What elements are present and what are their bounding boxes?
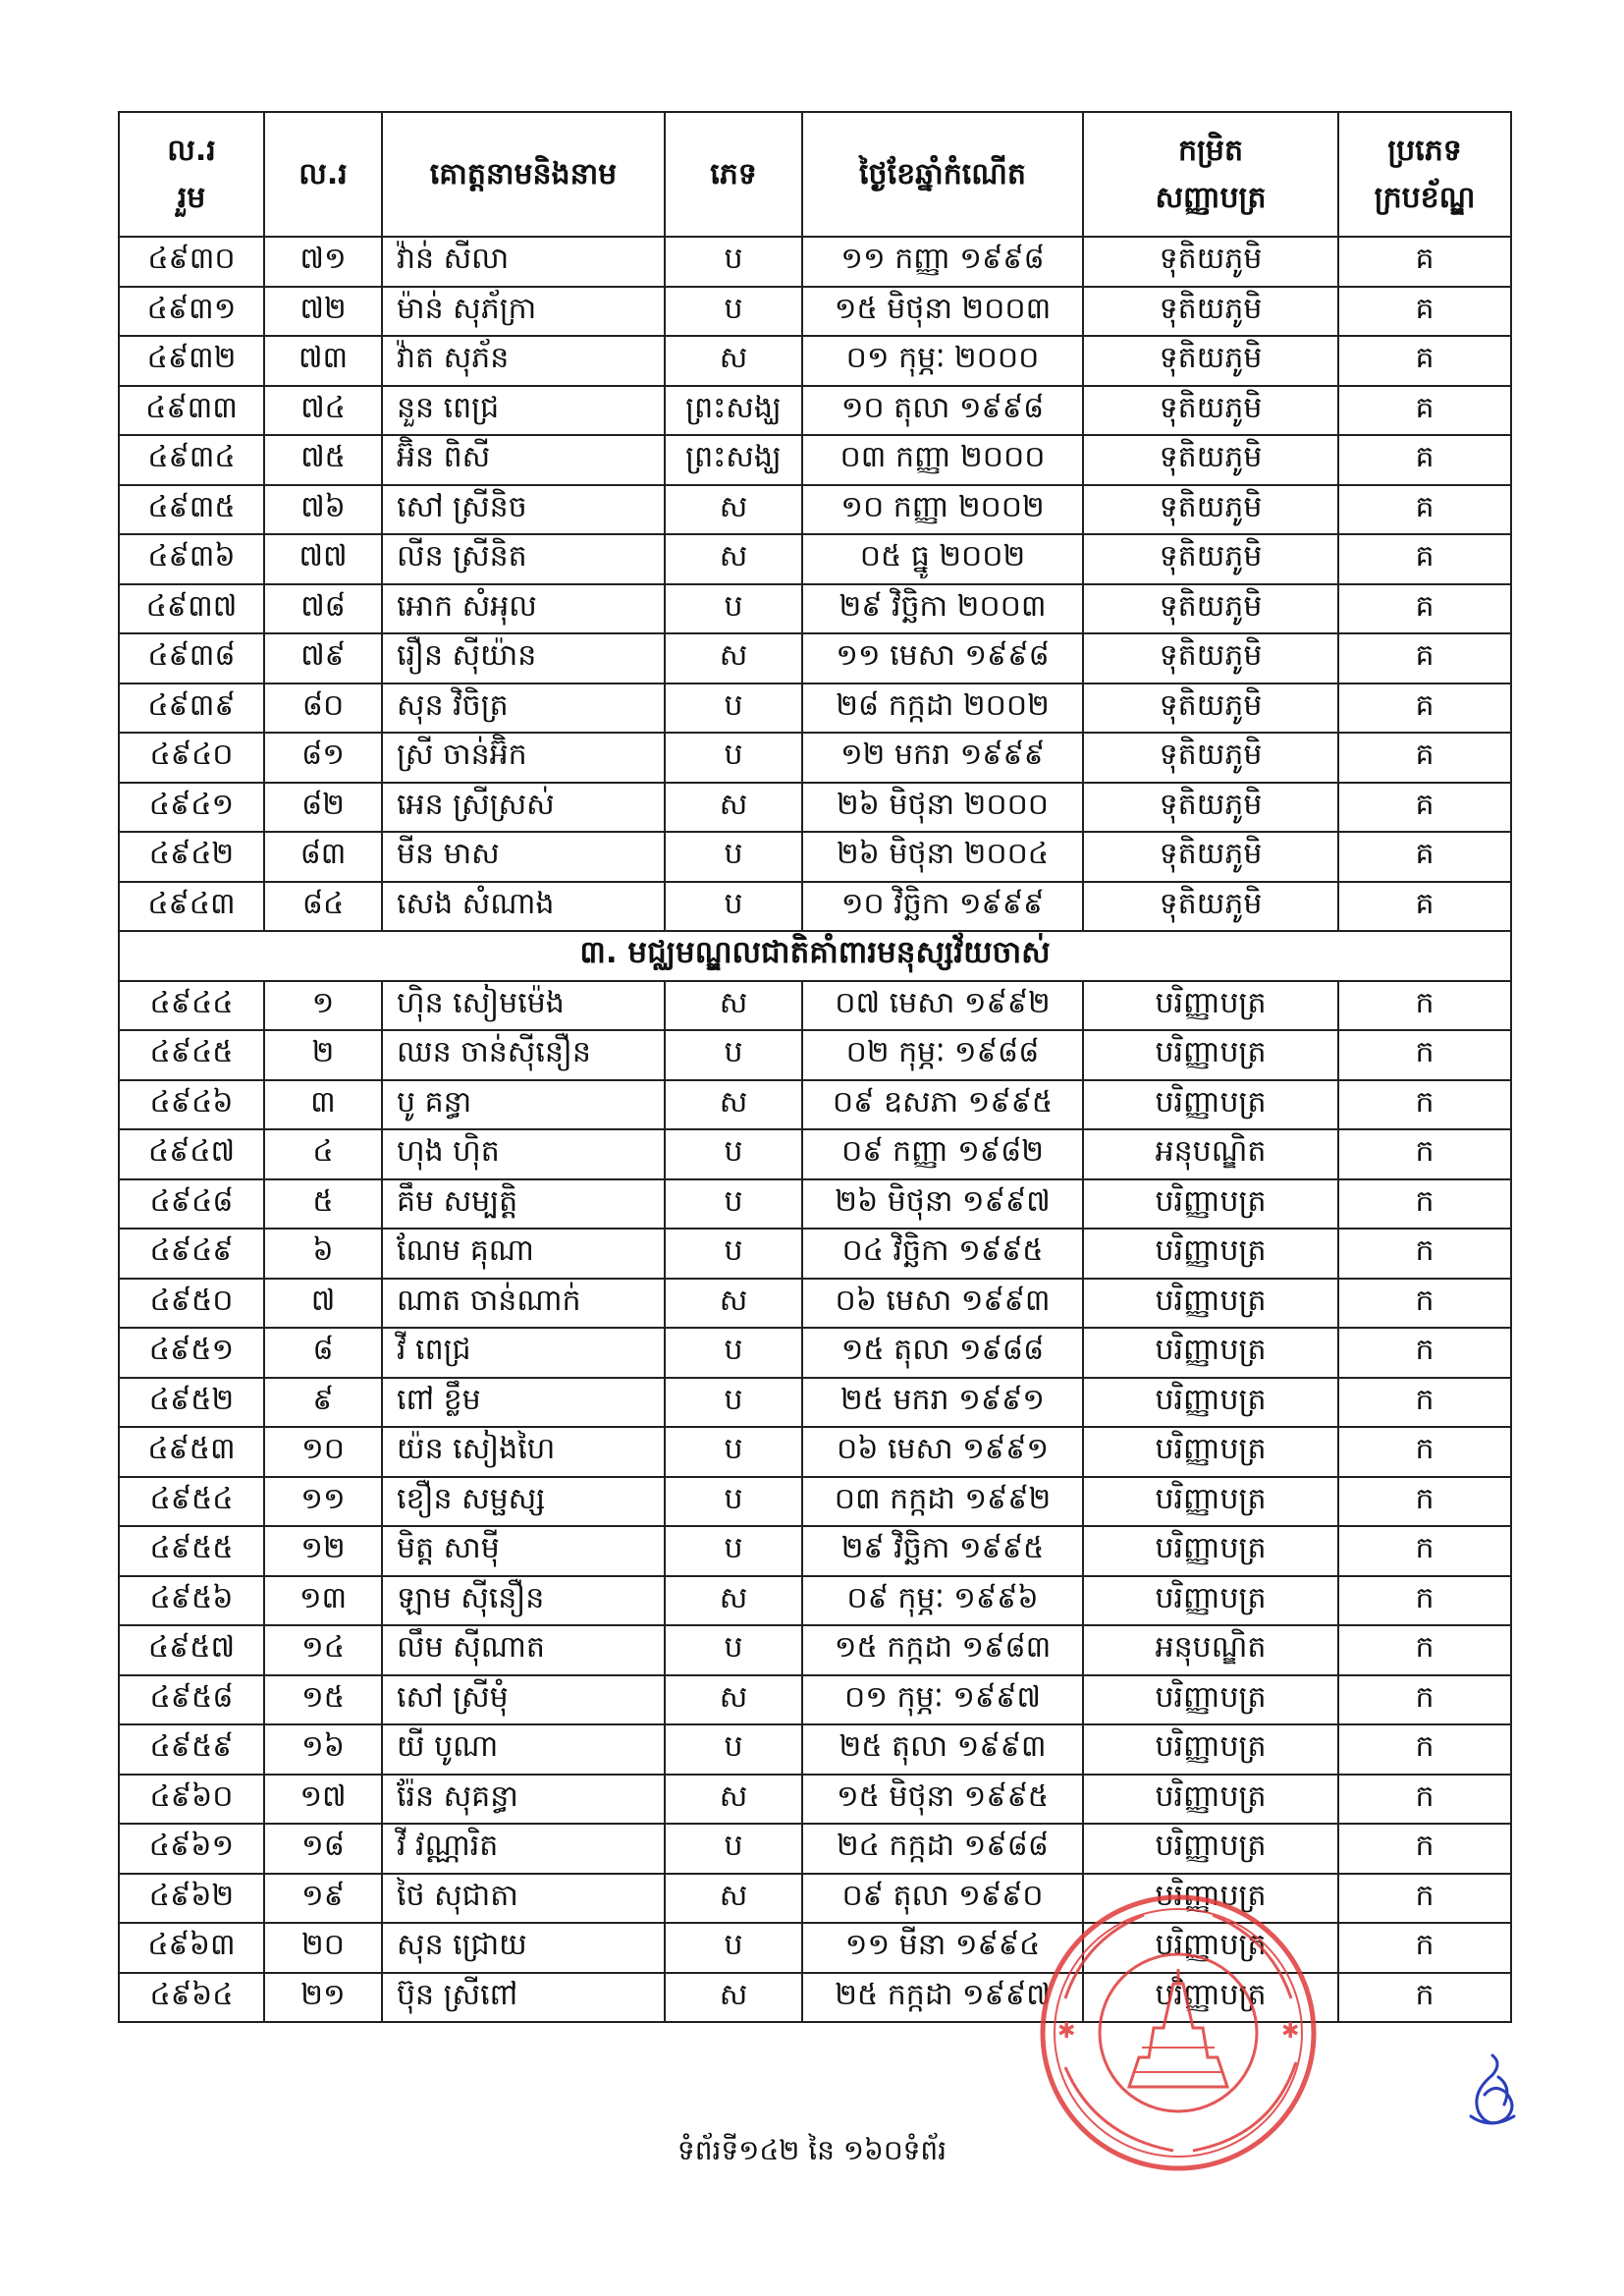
cell-number: ២០ — [264, 1923, 382, 1973]
cell-date-of-birth: ០២ កុម្ភៈ ១៩៨៨ — [802, 1030, 1083, 1080]
cell-sex: ស — [665, 1080, 802, 1130]
cell-full-name: យី បូណា — [382, 1724, 665, 1775]
cell-date-of-birth: ០៦ មេសា ១៩៩៣ — [802, 1279, 1083, 1329]
cell-full-name: រឿន ស៊ីយ៉ាន — [382, 633, 665, 683]
cell-total-number: ៤៩៦០ — [119, 1775, 264, 1825]
cell-sex: ប — [665, 1328, 802, 1378]
cell-total-number: ៤៩៥០ — [119, 1279, 264, 1329]
cell-full-name: សេង សំណាង — [382, 882, 665, 932]
cell-degree-level: បរិញ្ញាបត្រ — [1083, 1030, 1338, 1080]
cell-sex: ប — [665, 882, 802, 932]
header-degree-level: កម្រិត សញ្ញាបត្រ — [1083, 112, 1338, 237]
table-row — [119, 783, 1511, 833]
cell-date-of-birth: ២៥ មករា ១៩៩១ — [802, 1378, 1083, 1428]
cell-framework-category: គ — [1338, 386, 1511, 436]
cell-number: ៨២ — [264, 783, 382, 833]
cell-number: ១២ — [264, 1526, 382, 1576]
cell-framework-category: គ — [1338, 633, 1511, 683]
cell-full-name: ណែម គុណា — [382, 1229, 665, 1279]
cell-degree-level: ទុតិយភូមិ — [1083, 783, 1338, 833]
cell-framework-category: ក — [1338, 1279, 1511, 1329]
table-row — [119, 1378, 1511, 1428]
header-date-of-birth: ថ្ងៃខែឆ្នាំកំណើត — [802, 112, 1083, 237]
cell-framework-category: ក — [1338, 1030, 1511, 1080]
table-row — [119, 882, 1511, 932]
table-row — [119, 534, 1511, 584]
table-row — [119, 1328, 1511, 1378]
cell-framework-category: ក — [1338, 1328, 1511, 1378]
cell-full-name: សៅ ស្រីមុំ — [382, 1675, 665, 1725]
cell-degree-level: បរិញ្ញាបត្រ — [1083, 1229, 1338, 1279]
cell-full-name: ពៅ ខ្លឹម — [382, 1378, 665, 1428]
cell-date-of-birth: ១២ មករា ១៩៩៩ — [802, 733, 1083, 783]
cell-framework-category: គ — [1338, 733, 1511, 783]
cell-number: ៧៦ — [264, 485, 382, 535]
cell-degree-level: ទុតិយភូមិ — [1083, 386, 1338, 436]
cell-full-name: រ៉ែន សុគន្ធា — [382, 1775, 665, 1825]
cell-sex: ប — [665, 1477, 802, 1527]
cell-degree-level: អនុបណ្ឌិត — [1083, 1129, 1338, 1179]
cell-number: ៧២ — [264, 287, 382, 337]
table-row — [119, 1279, 1511, 1329]
cell-date-of-birth: ១០ កញ្ញា ២០០២ — [802, 485, 1083, 535]
cell-sex: ស — [665, 633, 802, 683]
cell-sex: ប — [665, 1129, 802, 1179]
cell-number: ១៣ — [264, 1576, 382, 1626]
cell-sex: ស — [665, 1279, 802, 1329]
cell-date-of-birth: ១០ វិច្ឆិកា ១៩៩៩ — [802, 882, 1083, 932]
cell-total-number: ៤៩៣៥ — [119, 485, 264, 535]
cell-full-name: អោក សំអុល — [382, 584, 665, 634]
table-row — [119, 237, 1511, 287]
cell-date-of-birth: ០៦ មេសា ១៩៩១ — [802, 1427, 1083, 1477]
cell-total-number: ៤៩៤៣ — [119, 882, 264, 932]
cell-degree-level: អនុបណ្ឌិត — [1083, 1625, 1338, 1675]
cell-number: ១ — [264, 981, 382, 1031]
cell-number: ៩ — [264, 1378, 382, 1428]
signature-mark — [1453, 2048, 1532, 2136]
cell-total-number: ៤៩៤៥ — [119, 1030, 264, 1080]
table-row — [119, 981, 1511, 1031]
cell-framework-category: គ — [1338, 783, 1511, 833]
cell-framework-category: ក — [1338, 1477, 1511, 1527]
cell-date-of-birth: ០៤ វិច្ឆិកា ១៩៩៥ — [802, 1229, 1083, 1279]
cell-framework-category: គ — [1338, 435, 1511, 485]
header-total-number: ល.រ រួម — [119, 112, 264, 237]
cell-total-number: ៤៩៥៣ — [119, 1427, 264, 1477]
table-row — [119, 485, 1511, 535]
cell-sex: ប — [665, 287, 802, 337]
table-row — [119, 733, 1511, 783]
cell-sex: ប — [665, 237, 802, 287]
cell-framework-category: ក — [1338, 1526, 1511, 1576]
cell-full-name: ប៊ុន ស្រីពៅ — [382, 1973, 665, 2023]
cell-degree-level: ទុតិយភូមិ — [1083, 534, 1338, 584]
cell-total-number: ៤៩៣៣ — [119, 386, 264, 436]
cell-number: ៣ — [264, 1080, 382, 1130]
cell-date-of-birth: ០៩ កញ្ញា ១៩៨២ — [802, 1129, 1083, 1179]
cell-sex: ប — [665, 1824, 802, 1874]
cell-full-name: វ៉ាត សុភ័ន — [382, 336, 665, 386]
cell-date-of-birth: ១១ កញ្ញា ១៩៩៨ — [802, 237, 1083, 287]
cell-number: ៨០ — [264, 683, 382, 734]
cell-framework-category: ក — [1338, 1625, 1511, 1675]
table-row — [119, 1129, 1511, 1179]
cell-date-of-birth: ២៦ មិថុនា ១៩៩៧ — [802, 1179, 1083, 1230]
cell-total-number: ៤៩៥២ — [119, 1378, 264, 1428]
cell-number: ៧៣ — [264, 336, 382, 386]
cell-sex: ស — [665, 783, 802, 833]
cell-full-name: ណាត ចាន់ណាក់ — [382, 1279, 665, 1329]
cell-full-name: គឹម សម្បត្តិ — [382, 1179, 665, 1230]
cell-total-number: ៤៩៥៨ — [119, 1675, 264, 1725]
cell-degree-level: បរិញ្ញាបត្រ — [1083, 1824, 1338, 1874]
roster-table-container — [118, 111, 1510, 2023]
cell-date-of-birth: ១៥ តុលា ១៩៨៨ — [802, 1328, 1083, 1378]
cell-degree-level: ទុតិយភូមិ — [1083, 832, 1338, 882]
cell-date-of-birth: ២៤ កក្កដា ១៩៨៨ — [802, 1824, 1083, 1874]
cell-full-name: មិត្ត សាម៉ី — [382, 1526, 665, 1576]
cell-sex: ស — [665, 1973, 802, 2023]
cell-total-number: ៤៩៦៣ — [119, 1923, 264, 1973]
cell-framework-category: គ — [1338, 882, 1511, 932]
cell-number: ១១ — [264, 1477, 382, 1527]
cell-framework-category: ក — [1338, 1080, 1511, 1130]
cell-full-name: អេន ស្រីស្រស់ — [382, 783, 665, 833]
cell-framework-category: ក — [1338, 1129, 1511, 1179]
cell-full-name: វ៉ាន់ សីលា — [382, 237, 665, 287]
cell-total-number: ៤៩៤២ — [119, 832, 264, 882]
cell-full-name: ឈន ចាន់ស៊ីនឿន — [382, 1030, 665, 1080]
cell-full-name: យ៉ន សៀងហៃ — [382, 1427, 665, 1477]
cell-degree-level: បរិញ្ញាបត្រ — [1083, 1328, 1338, 1378]
cell-sex: ប — [665, 832, 802, 882]
cell-sex: ប — [665, 1427, 802, 1477]
cell-degree-level: បរិញ្ញាបត្រ — [1083, 1775, 1338, 1825]
cell-framework-category: គ — [1338, 832, 1511, 882]
cell-degree-level: ទុតិយភូមិ — [1083, 287, 1338, 337]
cell-total-number: ៤៩៦១ — [119, 1824, 264, 1874]
cell-framework-category: គ — [1338, 237, 1511, 287]
cell-degree-level: ទុតិយភូមិ — [1083, 584, 1338, 634]
cell-total-number: ៤៩៤៤ — [119, 981, 264, 1031]
cell-framework-category: ក — [1338, 1874, 1511, 1924]
cell-date-of-birth: ០១ កុម្ភៈ ២០០០ — [802, 336, 1083, 386]
cell-number: ១៧ — [264, 1775, 382, 1825]
cell-total-number: ៤៩៣៧ — [119, 584, 264, 634]
cell-total-number: ៤៩៣៦ — [119, 534, 264, 584]
svg-text:✱: ✱ — [1057, 2019, 1076, 2044]
cell-framework-category: ក — [1338, 1824, 1511, 1874]
table-row — [119, 584, 1511, 634]
table-row — [119, 832, 1511, 882]
cell-degree-level: បរិញ្ញាបត្រ — [1083, 1675, 1338, 1725]
cell-total-number: ៤៩៦២ — [119, 1874, 264, 1924]
cell-full-name: នួន ពេជ្រ — [382, 386, 665, 436]
cell-total-number: ៤៩៣៩ — [119, 683, 264, 734]
cell-number: ១៤ — [264, 1625, 382, 1675]
cell-total-number: ៤៩៣១ — [119, 287, 264, 337]
cell-date-of-birth: ២៩ វិច្ឆិកា ២០០៣ — [802, 584, 1083, 634]
cell-total-number: ៤៩៥៤ — [119, 1477, 264, 1527]
cell-date-of-birth: ០៩ តុលា ១៩៩០ — [802, 1874, 1083, 1924]
cell-sex: ប — [665, 1378, 802, 1428]
cell-degree-level: បរិញ្ញាបត្រ — [1083, 1576, 1338, 1626]
cell-number: ៨៣ — [264, 832, 382, 882]
cell-framework-category: គ — [1338, 534, 1511, 584]
header-framework-category: ប្រភេទ ក្របខ័ណ្ឌ — [1338, 112, 1511, 237]
cell-framework-category: ក — [1338, 1378, 1511, 1428]
cell-sex: ប — [665, 733, 802, 783]
cell-total-number: ៤៩៥៦ — [119, 1576, 264, 1626]
table-row — [119, 1625, 1511, 1675]
cell-sex: ស — [665, 1576, 802, 1626]
cell-total-number: ៤៩៣៨ — [119, 633, 264, 683]
cell-framework-category: ក — [1338, 1724, 1511, 1775]
cell-date-of-birth: ០៣ កក្កដា ១៩៩២ — [802, 1477, 1083, 1527]
cell-sex: ប — [665, 1526, 802, 1576]
cell-full-name: លឹម ស៊ីណាត — [382, 1625, 665, 1675]
section-heading-row — [119, 931, 1511, 981]
cell-full-name: ហុង ហ៊ិត — [382, 1129, 665, 1179]
cell-total-number: ៤៩៣២ — [119, 336, 264, 386]
cell-number: ១៦ — [264, 1724, 382, 1775]
page-number-footer: ទំព័រទី១៤២ នៃ ១៦០ទំព័រ — [677, 2134, 947, 2166]
cell-full-name: វី វណ្ណារិត — [382, 1824, 665, 1874]
cell-date-of-birth: ០៩ កុម្ភៈ ១៩៩៦ — [802, 1576, 1083, 1626]
cell-degree-level: បរិញ្ញាបត្រ — [1083, 1923, 1338, 1973]
cell-degree-level: បរិញ្ញាបត្រ — [1083, 1973, 1338, 2023]
cell-date-of-birth: ២៥ កក្កដា ១៩៩៧ — [802, 1973, 1083, 2023]
cell-full-name: សុន ជ្រោយ — [382, 1923, 665, 1973]
cell-full-name: សុន វិចិត្រ — [382, 683, 665, 734]
cell-date-of-birth: ១៥ មិថុនា ១៩៩៥ — [802, 1775, 1083, 1825]
cell-number: ៥ — [264, 1179, 382, 1230]
table-row — [119, 1427, 1511, 1477]
cell-sex: ប — [665, 1625, 802, 1675]
cell-framework-category: ក — [1338, 1229, 1511, 1279]
cell-total-number: ៤៩៤០ — [119, 733, 264, 783]
cell-number: ១៩ — [264, 1874, 382, 1924]
cell-sex: ស — [665, 1675, 802, 1725]
cell-full-name: អ៊ិន ពិសី — [382, 435, 665, 485]
cell-date-of-birth: ០៥ ធ្នូ ២០០២ — [802, 534, 1083, 584]
cell-date-of-birth: ១៥ កក្កដា ១៩៨៣ — [802, 1625, 1083, 1675]
cell-number: ២ — [264, 1030, 382, 1080]
table-row — [119, 633, 1511, 683]
cell-framework-category: គ — [1338, 683, 1511, 734]
cell-framework-category: ក — [1338, 981, 1511, 1031]
roster-body — [119, 237, 1511, 2022]
cell-framework-category: គ — [1338, 287, 1511, 337]
cell-number: ៧៥ — [264, 435, 382, 485]
cell-sex: ស — [665, 336, 802, 386]
cell-degree-level: បរិញ្ញាបត្រ — [1083, 981, 1338, 1031]
cell-framework-category: ក — [1338, 1427, 1511, 1477]
cell-date-of-birth: ១១ មេសា ១៩៩៨ — [802, 633, 1083, 683]
cell-date-of-birth: ២៦ មិថុនា ២០០៤ — [802, 832, 1083, 882]
cell-full-name: ម៉ាន់ សុភ័ក្រា — [382, 287, 665, 337]
section-title: ៣. មជ្ឈមណ្ឌលជាតិគាំពារមនុស្សវ័យចាស់ — [119, 931, 1511, 981]
table-row — [119, 386, 1511, 436]
table-row — [119, 1477, 1511, 1527]
cell-degree-level: បរិញ្ញាបត្រ — [1083, 1724, 1338, 1775]
cell-date-of-birth: ១៥ មិថុនា ២០០៣ — [802, 287, 1083, 337]
cell-sex: ប — [665, 1030, 802, 1080]
cell-date-of-birth: ២៨ កក្កដា ២០០២ — [802, 683, 1083, 734]
cell-degree-level: ទុតិយភូមិ — [1083, 435, 1338, 485]
header-full-name: គោត្តនាមនិងនាម — [382, 112, 665, 237]
cell-sex: ប — [665, 683, 802, 734]
cell-framework-category: ក — [1338, 1675, 1511, 1725]
table-row — [119, 683, 1511, 734]
table-header-row — [119, 112, 1511, 237]
header-sex: ភេទ — [665, 112, 802, 237]
cell-number: ១០ — [264, 1427, 382, 1477]
cell-number: ៨៤ — [264, 882, 382, 932]
cell-degree-level: ទុតិយភូមិ — [1083, 733, 1338, 783]
cell-degree-level: ទុតិយភូមិ — [1083, 882, 1338, 932]
cell-number: ១៨ — [264, 1824, 382, 1874]
cell-degree-level: បរិញ្ញាបត្រ — [1083, 1378, 1338, 1428]
cell-sex: ប — [665, 584, 802, 634]
cell-date-of-birth: ០៣ កញ្ញា ២០០០ — [802, 435, 1083, 485]
cell-sex: ព្រះសង្ឃ — [665, 435, 802, 485]
cell-degree-level: បរិញ្ញាបត្រ — [1083, 1874, 1338, 1924]
cell-total-number: ៤៩៥១ — [119, 1328, 264, 1378]
table-row — [119, 1724, 1511, 1775]
cell-degree-level: បរិញ្ញាបត្រ — [1083, 1179, 1338, 1230]
cell-framework-category: ក — [1338, 1576, 1511, 1626]
cell-degree-level: ទុតិយភូមិ — [1083, 336, 1338, 386]
cell-sex: ស — [665, 981, 802, 1031]
cell-framework-category: ក — [1338, 1973, 1511, 2023]
table-row — [119, 1576, 1511, 1626]
cell-degree-level: ទុតិយភូមិ — [1083, 485, 1338, 535]
cell-number: ១៥ — [264, 1675, 382, 1725]
cell-full-name: លីន ស្រីនិត — [382, 534, 665, 584]
cell-framework-category: គ — [1338, 584, 1511, 634]
cell-total-number: ៤៩៥៥ — [119, 1526, 264, 1576]
cell-framework-category: ក — [1338, 1179, 1511, 1230]
header-number: ល.រ — [264, 112, 382, 237]
cell-degree-level: ទុតិយភូមិ — [1083, 633, 1338, 683]
cell-full-name: ថៃ សុជាតា — [382, 1874, 665, 1924]
cell-sex: ប — [665, 1229, 802, 1279]
cell-total-number: ៤៩៤៦ — [119, 1080, 264, 1130]
cell-total-number: ៤៩៦៤ — [119, 1973, 264, 2023]
cell-full-name: ឡាម ស៊ីនឿន — [382, 1576, 665, 1626]
cell-total-number: ៤៩៤១ — [119, 783, 264, 833]
cell-sex: ព្រះសង្ឃ — [665, 386, 802, 436]
cell-date-of-birth: ២៥ តុលា ១៩៩៣ — [802, 1724, 1083, 1775]
table-row — [119, 1824, 1511, 1874]
cell-full-name: ហ៊ិន សៀមម៉េង — [382, 981, 665, 1031]
cell-date-of-birth: ០១ កុម្ភៈ ១៩៩៧ — [802, 1675, 1083, 1725]
cell-full-name: វី ពេជ្រ — [382, 1328, 665, 1378]
table-row — [119, 1030, 1511, 1080]
table-row — [119, 1775, 1511, 1825]
table-row — [119, 1179, 1511, 1230]
cell-number: ៧១ — [264, 237, 382, 287]
cell-degree-level: បរិញ្ញាបត្រ — [1083, 1279, 1338, 1329]
cell-total-number: ៤៩៤៩ — [119, 1229, 264, 1279]
cell-total-number: ៤៩៥៧ — [119, 1625, 264, 1675]
staff-roster-table — [118, 111, 1512, 2023]
cell-number: ២១ — [264, 1973, 382, 2023]
cell-date-of-birth: ១០ តុលា ១៩៩៨ — [802, 386, 1083, 436]
cell-framework-category: គ — [1338, 485, 1511, 535]
cell-date-of-birth: ០៧ មេសា ១៩៩២ — [802, 981, 1083, 1031]
cell-sex: ស — [665, 485, 802, 535]
cell-number: ៧៩ — [264, 633, 382, 683]
table-row — [119, 1080, 1511, 1130]
svg-text:✱: ✱ — [1281, 2019, 1300, 2044]
cell-total-number: ៤៩៥៩ — [119, 1724, 264, 1775]
cell-total-number: ៤៩៣០ — [119, 237, 264, 287]
cell-date-of-birth: ០៩ ឧសភា ១៩៩៥ — [802, 1080, 1083, 1130]
cell-sex: ប — [665, 1179, 802, 1230]
cell-degree-level: ទុតិយភូមិ — [1083, 237, 1338, 287]
cell-full-name: ខឿន សម្ផស្ស — [382, 1477, 665, 1527]
cell-number: ៧៧ — [264, 534, 382, 584]
cell-date-of-birth: ១១ មីនា ១៩៩៤ — [802, 1923, 1083, 1973]
cell-full-name: បូ គន្ធា — [382, 1080, 665, 1130]
cell-degree-level: បរិញ្ញាបត្រ — [1083, 1526, 1338, 1576]
cell-full-name: មីន មាស — [382, 832, 665, 882]
cell-degree-level: បរិញ្ញាបត្រ — [1083, 1477, 1338, 1527]
cell-total-number: ៤៩៤៨ — [119, 1179, 264, 1230]
cell-framework-category: គ — [1338, 336, 1511, 386]
cell-degree-level: បរិញ្ញាបត្រ — [1083, 1080, 1338, 1130]
table-row — [119, 1675, 1511, 1725]
cell-sex: ប — [665, 1923, 802, 1973]
cell-number: ៧ — [264, 1279, 382, 1329]
cell-number: ៦ — [264, 1229, 382, 1279]
cell-number: ៨ — [264, 1328, 382, 1378]
cell-degree-level: បរិញ្ញាបត្រ — [1083, 1427, 1338, 1477]
cell-sex: ស — [665, 1874, 802, 1924]
table-row — [119, 336, 1511, 386]
cell-total-number: ៤៩៣៤ — [119, 435, 264, 485]
cell-date-of-birth: ២៩ វិច្ឆិកា ១៩៩៥ — [802, 1526, 1083, 1576]
table-row — [119, 287, 1511, 337]
cell-degree-level: ទុតិយភូមិ — [1083, 683, 1338, 734]
cell-framework-category: ក — [1338, 1923, 1511, 1973]
cell-framework-category: ក — [1338, 1775, 1511, 1825]
table-row — [119, 1229, 1511, 1279]
cell-full-name: ស្រី ចាន់អ៊ិក — [382, 733, 665, 783]
table-row — [119, 435, 1511, 485]
cell-date-of-birth: ២៦ មិថុនា ២០០០ — [802, 783, 1083, 833]
cell-sex: ស — [665, 534, 802, 584]
cell-number: ៤ — [264, 1129, 382, 1179]
cell-sex: ប — [665, 1724, 802, 1775]
cell-number: ៧៨ — [264, 584, 382, 634]
cell-full-name: សៅ ស្រីនិច — [382, 485, 665, 535]
cell-number: ៨១ — [264, 733, 382, 783]
cell-sex: ស — [665, 1775, 802, 1825]
table-row — [119, 1526, 1511, 1576]
cell-total-number: ៤៩៤៧ — [119, 1129, 264, 1179]
cell-number: ៧៤ — [264, 386, 382, 436]
